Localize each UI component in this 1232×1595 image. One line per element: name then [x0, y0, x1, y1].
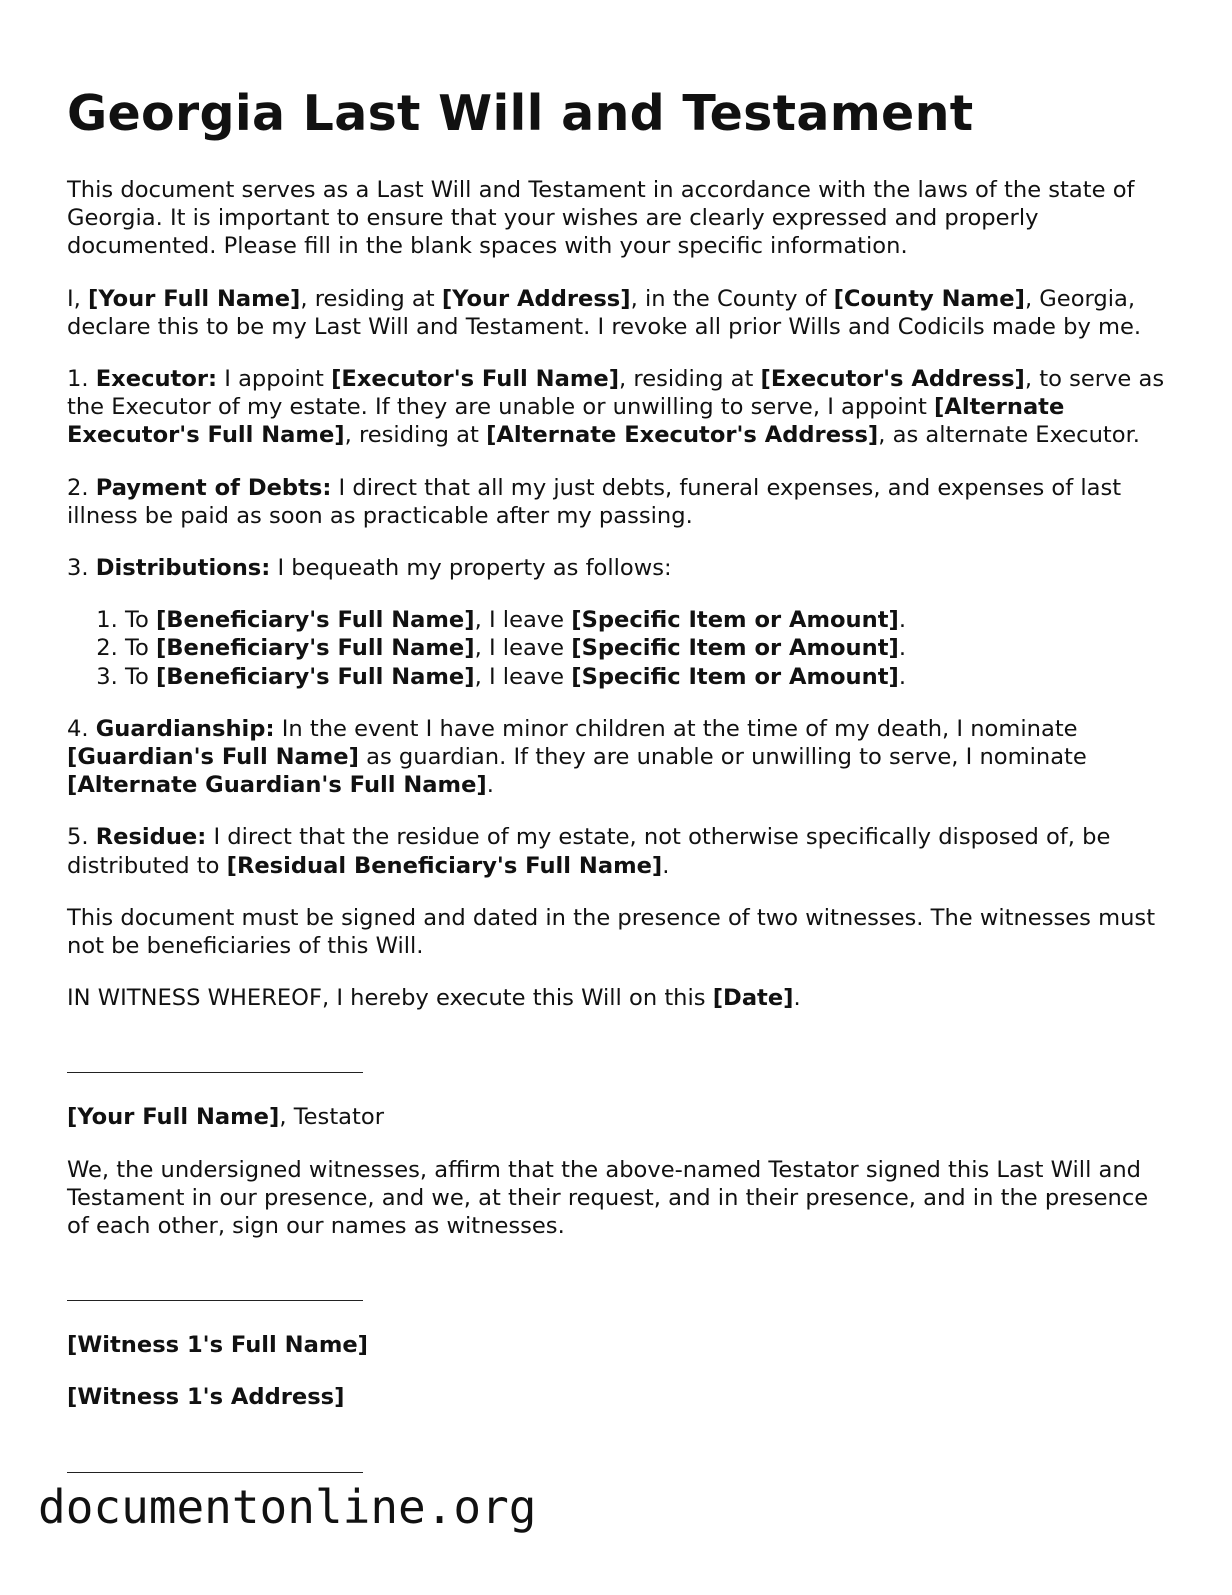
clause-text: , to serve as the Executor of my estate. If they are unable or unwilling to serve, I appoint [67, 366, 1165, 421]
residue-heading: Residue: [95, 824, 207, 851]
witness-1-name-blank: [Witness 1's Full Name] [67, 1332, 369, 1359]
residual-beneficiary-name-blank: [Residual Beneficiary's Full Name] [226, 852, 663, 879]
witness-1-name [67, 1331, 1167, 1359]
clause-number: 3. [67, 555, 96, 582]
clause-number: 5. [67, 824, 96, 851]
item-text: , I leave [474, 607, 572, 634]
clause-text: , residing at [344, 422, 487, 449]
clause-text: , residing at [619, 366, 761, 393]
witness-1-address-blank: [Witness 1's Address] [67, 1384, 345, 1411]
bequest-item-blank: [Specific Item or Amount] [571, 635, 899, 662]
item-text: To [125, 663, 156, 690]
declaration-text: , in the County of [630, 285, 834, 312]
page-title: Georgia Last Will and Testament [67, 85, 974, 142]
execution-statement [67, 984, 1167, 1012]
testator-name-blank: [Your Full Name] [67, 1104, 280, 1131]
attestation-paragraph: We, the undersigned witnesses, affirm that the above-named Testator signed this Last Will and Testament in our presence, and we, at their request, and in their presence, and in the presence of each other, sign our names as witnesses. [67, 1156, 1149, 1240]
beneficiary-name-blank: [Beneficiary's Full Name] [155, 607, 475, 634]
alternate-executor-name-blank: [Alternate Executor's Full Name] [67, 394, 1065, 449]
execution-text: . [793, 985, 801, 1012]
item-text: . [898, 607, 907, 634]
list-item [125, 634, 1167, 662]
county-name-blank: [County Name] [833, 285, 1025, 312]
clause-text: I bequeath my property as follows: [270, 555, 672, 582]
guardianship-heading: Guardianship: [95, 715, 275, 742]
debts-clause [67, 474, 1167, 530]
executor-name-blank: [Executor's Full Name] [331, 366, 620, 393]
executor-heading: Executor: [95, 366, 218, 393]
clause-text: I appoint [217, 366, 332, 393]
testator-signature-block [67, 1103, 1167, 1131]
item-text: , I leave [474, 635, 572, 662]
execution-text: IN WITNESS WHEREOF, I hereby execute this Will on this [67, 985, 713, 1012]
distributions-heading: Distributions: [95, 555, 271, 582]
list-item [125, 606, 1167, 634]
clause-text: In the event I have minor children at the time of my death, I nominate [274, 715, 1078, 742]
distributions-clause [67, 554, 1167, 582]
alternate-guardian-name-blank: [Alternate Guardian's Full Name] [67, 772, 487, 799]
list-item [125, 663, 1167, 691]
intro-paragraph: This document serves as a Last Will and Testament in accordance with the laws of the state of Georgia. It is important to ensure that your wishes are clearly expressed and properly documented. Please fill in the blank spaces with your specific information. [67, 177, 1135, 260]
declaration-text: , Georgia, declare this to be my Last Will and Testament. I revoke all prior Wills and Codicils made by me. [67, 285, 1142, 340]
watermark: documentonline.org [38, 1480, 537, 1534]
item-text: To [125, 635, 156, 662]
item-text: . [898, 635, 907, 662]
residue-clause [67, 823, 1167, 879]
clause-text: , as alternate Executor. [878, 422, 1140, 449]
date-blank: [Date] [712, 985, 794, 1012]
executor-address-blank: [Executor's Address] [760, 366, 1025, 393]
executor-clause [67, 365, 1167, 450]
clause-text: . [486, 772, 494, 799]
declaration-text: , residing at [300, 285, 442, 312]
clause-text: I direct that the residue of my estate, not otherwise specifically disposed of, be distributed to [67, 824, 1111, 879]
document-body [67, 176, 1167, 1473]
distribution-list [67, 606, 1167, 691]
witness-notice: This document must be signed and dated in the presence of two witnesses. The witnesses must not be beneficiaries of this Will. [67, 904, 1156, 960]
clause-text: I direct that all my just debts, funeral expenses, and expenses of last illness be paid as soon as practicable after my passing. [67, 474, 1122, 529]
clause-text: . [662, 852, 670, 879]
clause-number: 1. [67, 366, 96, 393]
testator-role: , Testator [279, 1104, 384, 1131]
testator-name-blank: [Your Full Name] [88, 285, 301, 312]
clause-number: 4. [67, 715, 96, 742]
bequest-item-blank: [Specific Item or Amount] [571, 663, 899, 690]
clause-text: as guardian. If they are unable or unwilling to serve, I nominate [358, 744, 1087, 771]
witness-1-address [67, 1383, 1167, 1411]
alternate-executor-address-blank: [Alternate Executor's Address] [486, 422, 879, 449]
beneficiary-name-blank: [Beneficiary's Full Name] [155, 635, 475, 662]
debts-heading: Payment of Debts: [95, 474, 332, 501]
witness-2-signature-line[interactable] [67, 1472, 363, 1473]
item-text: , I leave [474, 663, 572, 690]
testator-address-blank: [Your Address] [441, 285, 631, 312]
item-text: . [898, 663, 907, 690]
bequest-item-blank: [Specific Item or Amount] [571, 607, 899, 634]
guardianship-clause [67, 715, 1167, 800]
clause-number: 2. [67, 474, 96, 501]
declaration-text: I, [67, 285, 89, 312]
beneficiary-name-blank: [Beneficiary's Full Name] [155, 663, 475, 690]
declaration-paragraph [67, 285, 1167, 341]
guardian-name-blank: [Guardian's Full Name] [67, 744, 359, 771]
item-text: To [125, 607, 156, 634]
